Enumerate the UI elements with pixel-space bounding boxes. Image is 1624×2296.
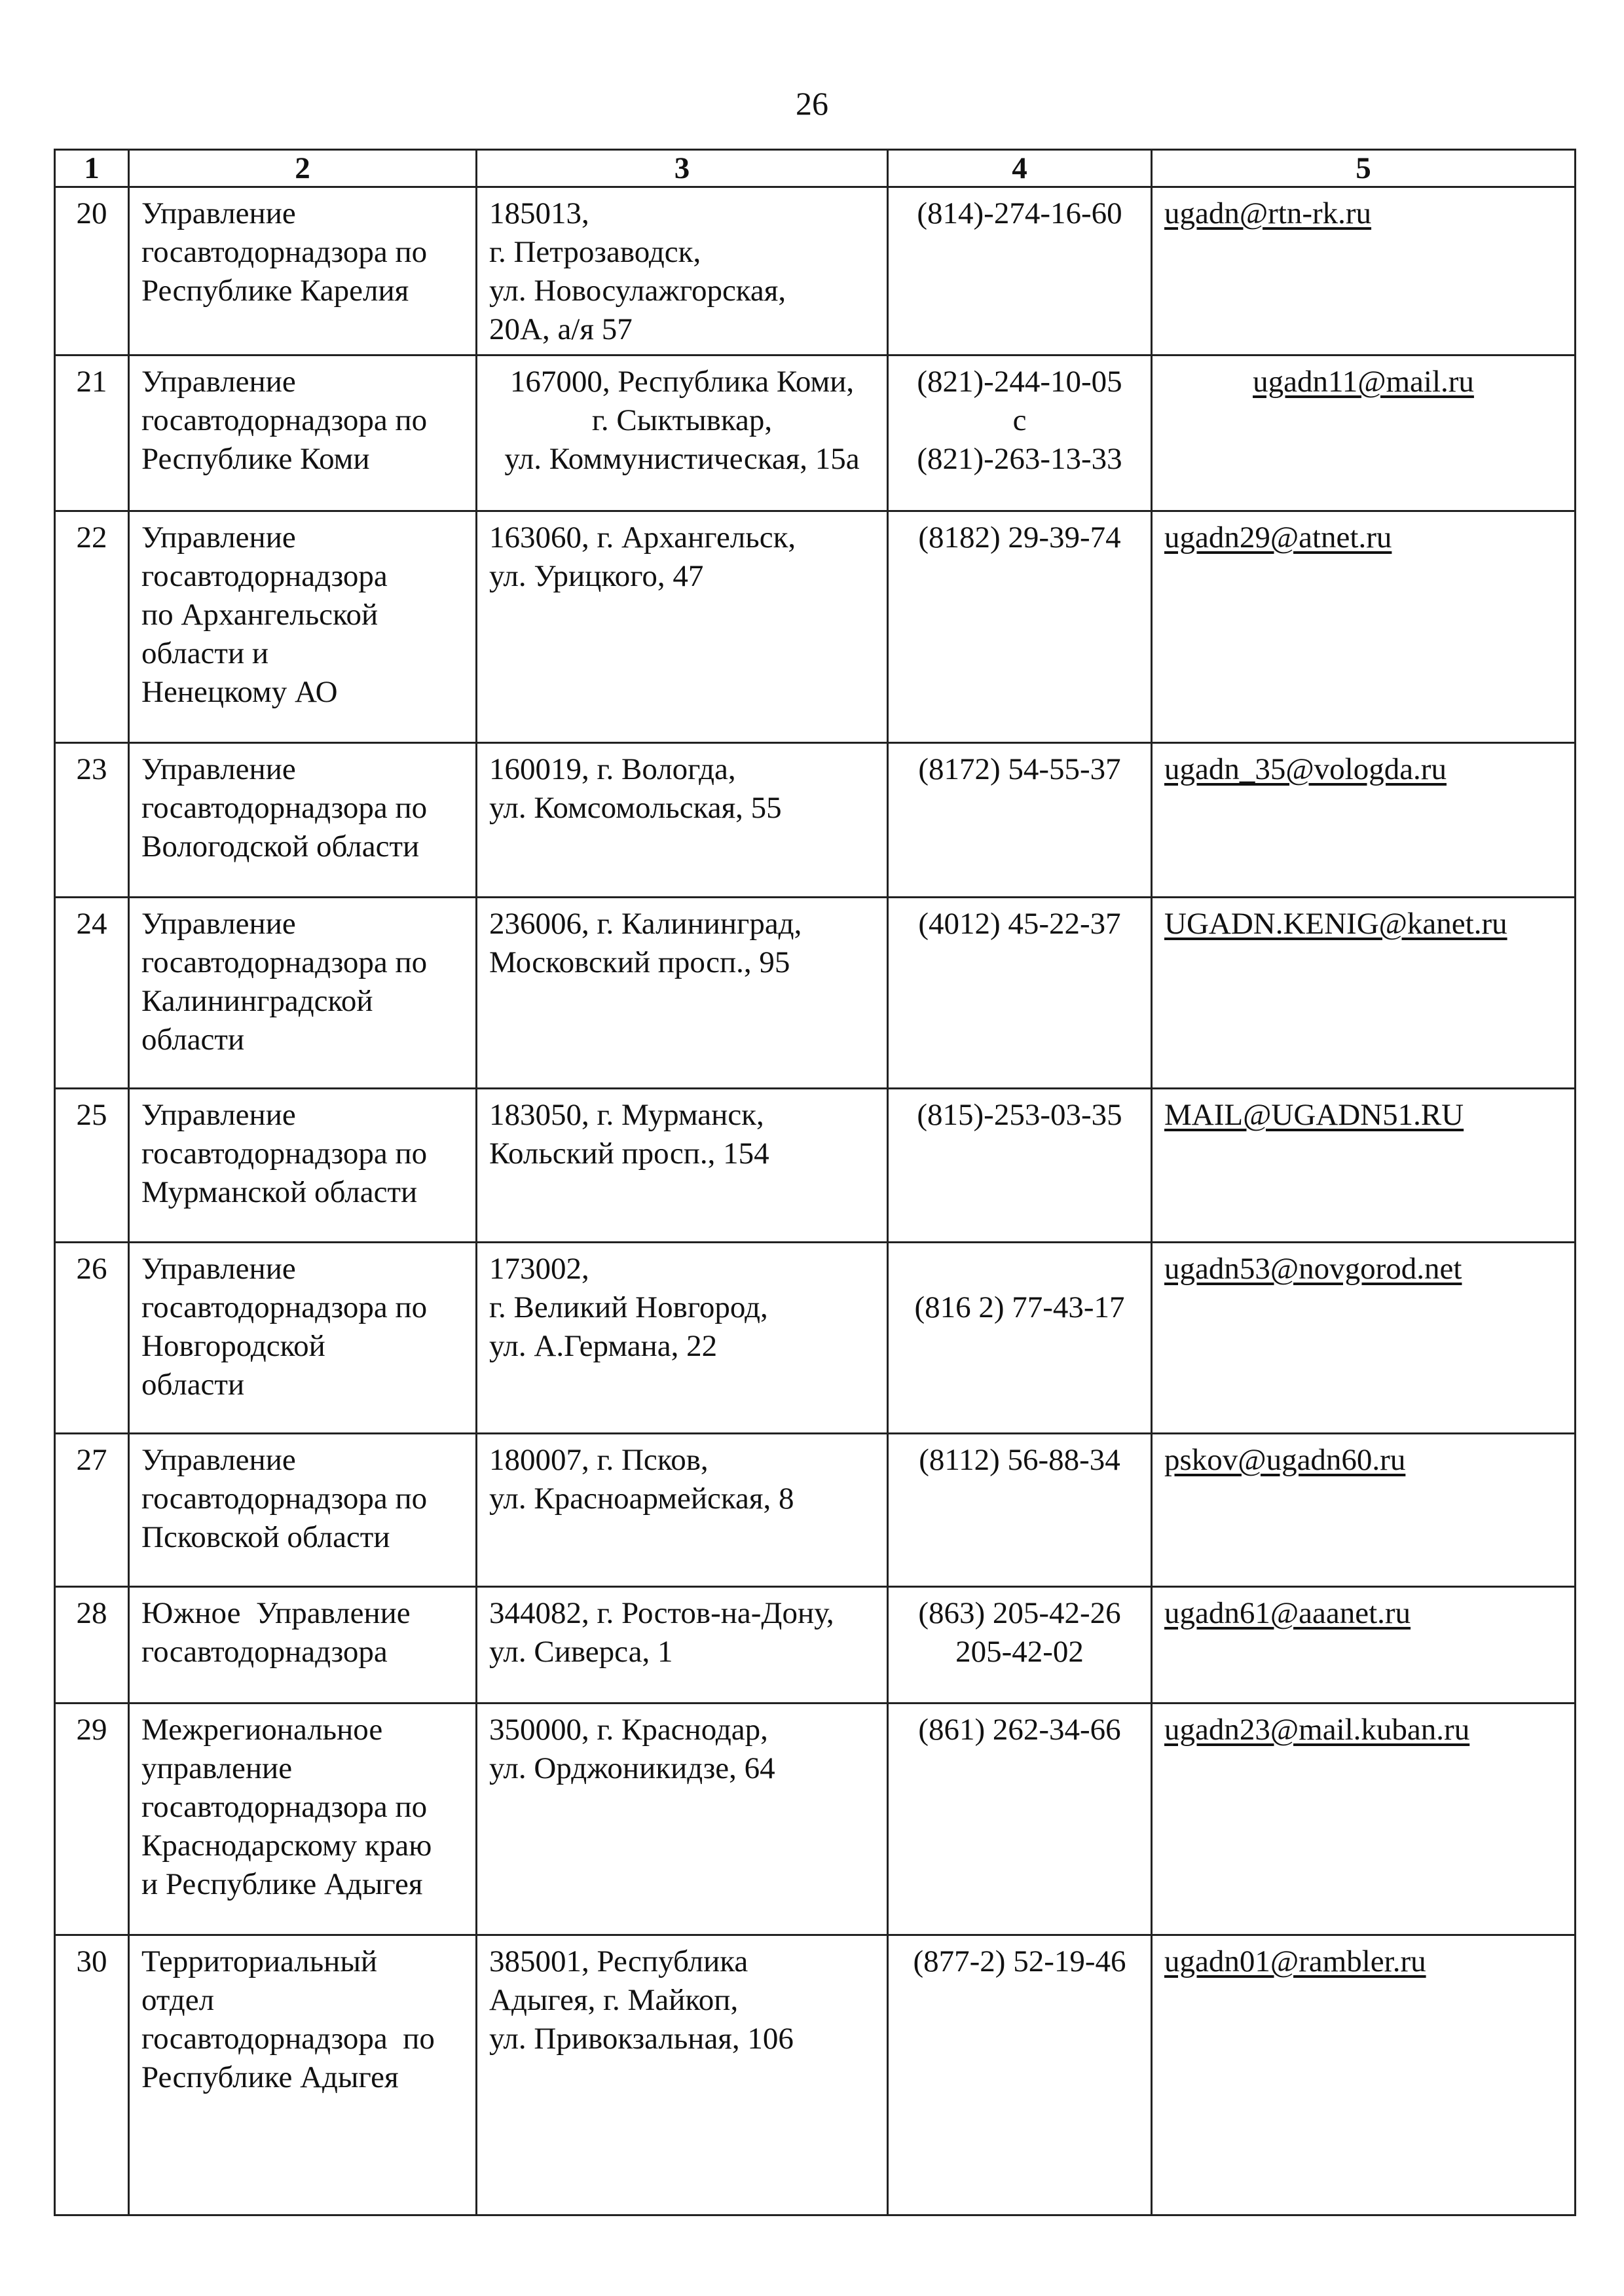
row-number: 22 [55, 511, 129, 743]
address-line: 180007, г. Псков, [489, 1443, 709, 1477]
phone [888, 1089, 1152, 1243]
phone-line: (8172) 54-55-37 [918, 752, 1121, 786]
email [1152, 1243, 1576, 1434]
name-line: управление [141, 1751, 293, 1785]
phone-line: (814)-274-16-60 [917, 196, 1122, 230]
email [1152, 1935, 1576, 2215]
name-line: госавтодорнадзора [141, 1635, 388, 1669]
address-line: Московский просп., 95 [489, 945, 790, 979]
address [477, 898, 888, 1089]
name-line: Управление [141, 907, 296, 941]
authority-name [129, 743, 477, 898]
name-line: Ненецкому АО [141, 675, 338, 709]
table-row [55, 1089, 1576, 1243]
phone [888, 511, 1152, 743]
row-number: 24 [55, 898, 129, 1089]
address-line: 385001, Республика [489, 1944, 748, 1978]
table-row [55, 1935, 1576, 2215]
table-row [55, 1434, 1576, 1587]
column-header-4: 4 [888, 150, 1152, 187]
table-row [55, 1587, 1576, 1704]
email-link[interactable]: ugadn11@mail.ru [1253, 365, 1474, 399]
address-line: ул. Новосулажгорская, [489, 274, 786, 308]
address-line: Кольский просп., 154 [489, 1137, 769, 1171]
row-number: 25 [55, 1089, 129, 1243]
email-link[interactable]: ugadn53@novgorod.net [1164, 1252, 1462, 1286]
address-line: 236006, г. Калининград, [489, 907, 802, 941]
contacts-table [54, 149, 1576, 2216]
name-line: Вологодской области [141, 829, 420, 864]
name-line: Управление [141, 1252, 296, 1286]
name-line: Управление [141, 1443, 296, 1477]
page-number: 26 [796, 85, 828, 122]
authority-name [129, 1935, 477, 2215]
authority-name [129, 1089, 477, 1243]
authority-name [129, 898, 477, 1089]
address [477, 1587, 888, 1704]
column-header-1: 1 [55, 150, 129, 187]
row-number: 21 [55, 355, 129, 511]
name-line: Управление [141, 365, 296, 399]
authority-name [129, 1434, 477, 1587]
row-number: 23 [55, 743, 129, 898]
name-line: госавтодорнадзора по [141, 1482, 428, 1516]
address-line: г. Петрозаводск, [489, 235, 701, 269]
phone-line: (815)-253-03-35 [917, 1098, 1122, 1132]
name-line: области [141, 1023, 245, 1057]
address-line: 183050, г. Мурманск, [489, 1098, 764, 1132]
row-number: 20 [55, 187, 129, 355]
authority-name [129, 1587, 477, 1704]
phone [888, 743, 1152, 898]
address-line: 167000, Республика Коми, [509, 365, 855, 399]
address [477, 743, 888, 898]
name-line: Управление [141, 520, 296, 555]
email [1152, 743, 1576, 898]
table-row [55, 743, 1576, 898]
table-row [55, 898, 1576, 1089]
email [1152, 355, 1576, 511]
name-line: госавтодорнадзора по [141, 403, 428, 437]
phone-line: (863) 205-42-26 [918, 1596, 1121, 1630]
name-line: Территориальный [141, 1944, 378, 1978]
address [477, 187, 888, 355]
name-line: Межрегиональное [141, 1713, 383, 1747]
address-line: 173002, [489, 1252, 589, 1286]
phone [888, 1243, 1152, 1434]
phone-line: (821)-244-10-05 [917, 365, 1122, 399]
phone [888, 1434, 1152, 1587]
row-number: 27 [55, 1434, 129, 1587]
table-row [55, 1704, 1576, 1935]
email-link[interactable]: ugadn01@rambler.ru [1164, 1944, 1426, 1978]
address [477, 355, 888, 511]
authority-name [129, 1243, 477, 1434]
name-line: госавтодорнадзора по [141, 791, 428, 825]
authority-name [129, 187, 477, 355]
name-line: области [141, 1368, 245, 1402]
phone [888, 355, 1152, 511]
address-line: ул. А.Германа, 22 [489, 1329, 718, 1363]
name-line: Южное Управление [141, 1596, 411, 1630]
name-line: Управление [141, 1098, 296, 1132]
name-line: Управление [141, 196, 296, 230]
phone [888, 1704, 1152, 1935]
address-line: ул. Комсомольская, 55 [489, 791, 782, 825]
column-header-5: 5 [1152, 150, 1576, 187]
address-line: г. Великий Новгород, [489, 1290, 768, 1324]
header-row [55, 150, 1576, 187]
address [477, 511, 888, 743]
name-line: госавтодорнадзора по [141, 2022, 435, 2056]
name-line: Республике Адыгея [141, 2060, 399, 2094]
address-line: Адыгея, г. Майкоп, [489, 1983, 739, 2017]
name-line: Управление [141, 752, 296, 786]
address-line: г. Сыктывкар, [591, 403, 773, 437]
name-line: отдел [141, 1983, 215, 2017]
email-link[interactable]: ugadn23@mail.kuban.ru [1164, 1713, 1470, 1747]
table-row [55, 187, 1576, 355]
email-link[interactable]: ugadn29@atnet.ru [1164, 520, 1392, 555]
email [1152, 187, 1576, 355]
name-line: госавтодорнадзора [141, 559, 388, 593]
email-link[interactable]: ugadn61@aaanet.ru [1164, 1596, 1411, 1630]
authority-name [129, 355, 477, 511]
address-line: ул. Урицкого, 47 [489, 559, 704, 593]
phone [888, 187, 1152, 355]
phone-line: (816 2) 77-43-17 [914, 1290, 1125, 1324]
address-line: ул. Коммунистическая, 15а [504, 442, 860, 476]
phone-line: (4012) 45-22-37 [918, 907, 1121, 941]
row-number: 29 [55, 1704, 129, 1935]
phone-line: (8182) 29-39-74 [918, 520, 1121, 555]
email [1152, 898, 1576, 1089]
phone-line: (861) 262-34-66 [918, 1713, 1121, 1747]
phone-line: с [1012, 403, 1027, 437]
phone-line: (821)-263-13-33 [917, 442, 1122, 476]
address [477, 1935, 888, 2215]
name-line: госавтодорнадзора по [141, 235, 428, 269]
email [1152, 511, 1576, 743]
row-number: 26 [55, 1243, 129, 1434]
table-row [55, 511, 1576, 743]
email [1152, 1089, 1576, 1243]
address-line: ул. Орджоникидзе, 64 [489, 1751, 775, 1785]
address-line: 163060, г. Архангельск, [489, 520, 796, 555]
email [1152, 1704, 1576, 1935]
address-line: ул. Красноармейская, 8 [489, 1482, 794, 1516]
address-line: 350000, г. Краснодар, [489, 1713, 768, 1747]
name-line: области и [141, 636, 269, 670]
email [1152, 1587, 1576, 1704]
email [1152, 1434, 1576, 1587]
address [477, 1434, 888, 1587]
name-line: госавтодорнадзора по [141, 1790, 428, 1824]
email-link[interactable]: pskov@ugadn60.ru [1164, 1443, 1406, 1477]
address-line: 185013, [489, 196, 589, 230]
name-line: Республике Карелия [141, 274, 409, 308]
phone [888, 1935, 1152, 2215]
name-line: по Архангельской [141, 598, 378, 632]
name-line: и Республике Адыгея [141, 1867, 423, 1901]
phone [888, 898, 1152, 1089]
name-line: госавтодорнадзора по [141, 945, 428, 979]
table-row [55, 355, 1576, 511]
phone-line: (8112) 56-88-34 [919, 1443, 1120, 1477]
name-line: госавтодорнадзора по [141, 1290, 428, 1324]
address-line: 160019, г. Вологда, [489, 752, 736, 786]
table-row [55, 1243, 1576, 1434]
name-line: Новгородской [141, 1329, 325, 1363]
address [477, 1089, 888, 1243]
email-link[interactable]: ugadn_35@vologda.ru [1164, 752, 1447, 786]
phone [888, 1587, 1152, 1704]
row-number: 28 [55, 1587, 129, 1704]
address-line: ул. Привокзальная, 106 [489, 2022, 794, 2056]
address [477, 1243, 888, 1434]
email-link[interactable]: ugadn@rtn-rk.ru [1164, 196, 1372, 230]
address-line: 344082, г. Ростов-на-Дону, [489, 1596, 834, 1630]
name-line: Республике Коми [141, 442, 370, 476]
phone-line: 205-42-02 [955, 1635, 1084, 1669]
phone-line: (877-2) 52-19-46 [913, 1944, 1126, 1978]
address-line: ул. Сиверса, 1 [489, 1635, 673, 1669]
name-line: Псковской области [141, 1520, 390, 1554]
spacer [900, 1250, 1139, 1288]
name-line: Мурманской области [141, 1175, 418, 1209]
address-line: 20А, а/я 57 [489, 312, 633, 346]
column-header-3: 3 [477, 150, 888, 187]
column-header-2: 2 [129, 150, 477, 187]
authority-name [129, 1704, 477, 1935]
email-link[interactable]: MAIL@UGADN51.RU [1164, 1098, 1464, 1132]
name-line: Калининградской [141, 984, 373, 1018]
name-line: госавтодорнадзора по [141, 1137, 428, 1171]
authority-name [129, 511, 477, 743]
row-number: 30 [55, 1935, 129, 2215]
email-link[interactable]: UGADN.KENIG@kanet.ru [1164, 907, 1507, 941]
address [477, 1704, 888, 1935]
name-line: Краснодарскому краю [141, 1829, 432, 1863]
